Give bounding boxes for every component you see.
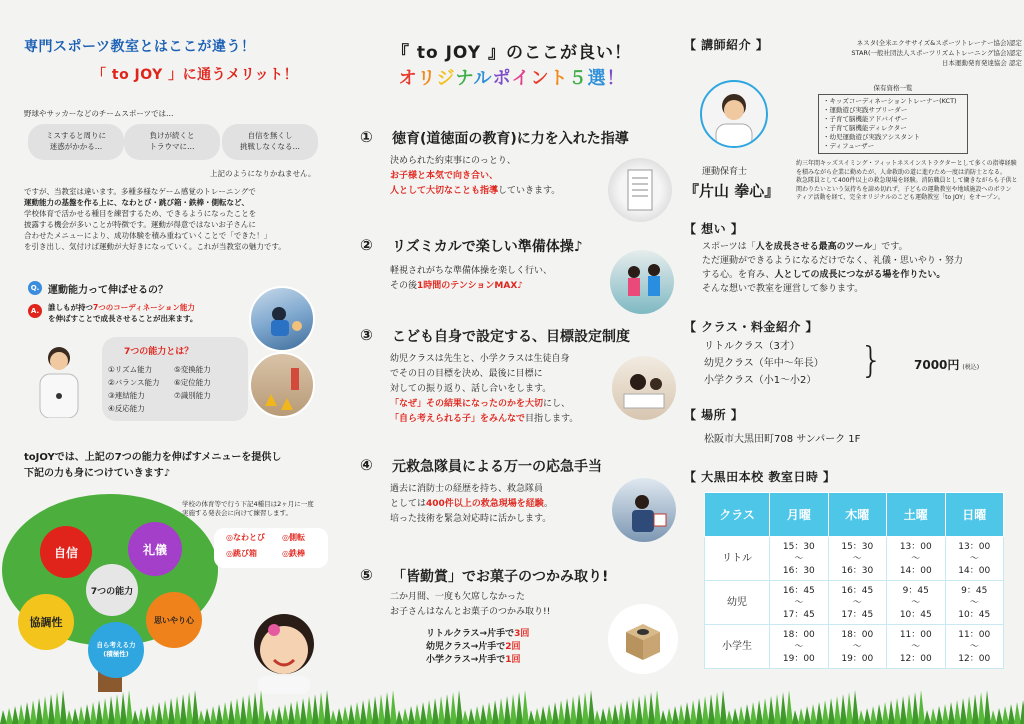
heading-char: ン (530, 68, 550, 89)
place-address: 松阪市大黒田町708 サンパーク 1F (704, 434, 861, 445)
class-brace: } (860, 340, 883, 381)
instructor-role: 運動保育士 (702, 167, 748, 177)
smiling-girl-icon (244, 604, 330, 694)
question-marker: Q. (28, 281, 42, 295)
kids-exercise-photo (249, 286, 315, 352)
events-note: 学校の体育等で行う下記4種目は2ヶ月に一度 実施する発表会に向けて練習します。 (182, 500, 314, 517)
point-2-body: 軽視されがちな準備体操を楽しく行い、 その後1時間のテンションMAX♪ (390, 266, 553, 291)
para-line: ですが、当教室は違います。多種多様なゲーム感覚のトレーニングで (24, 187, 256, 196)
row-label: 小学生 (705, 625, 770, 669)
instructor-portrait-icon (702, 82, 766, 146)
event-cartwheel: ◎側転 (282, 533, 305, 542)
goal-setting-photo (612, 356, 676, 420)
document-icon (608, 158, 672, 222)
tree-item-cooperation: 協調性 (18, 594, 74, 650)
row-label: リトル (705, 537, 770, 581)
row-label: 幼児 (705, 581, 770, 625)
class-little: リトルクラス（3才） (704, 341, 800, 352)
box-icon (608, 604, 678, 674)
heading-char: ！ (606, 68, 626, 89)
class-list (704, 338, 824, 389)
ability-5: ⑤変換能力 (174, 365, 211, 374)
point-4-body: 過去に消防士の経歴を持ち、救急隊員 としては400件以上の救急現場を経験。 培った技術を緊急対応時に活かします。 (390, 484, 553, 524)
intro-paragraph (24, 186, 334, 252)
certifications: ネスタ(全米エクササイズ&スポーツトレーナー協会)認定 STAR(一般社団法人スポーツリズムトレーニング協会)認定 日本運動発育発達協会 認定 (851, 39, 1022, 67)
instructor-heading: 【 講師紹介 】 (684, 38, 769, 52)
time-cell: 9：45 ～ 10：45 (887, 581, 945, 625)
answer-marker: A. (28, 304, 42, 318)
instructor-icon (28, 340, 90, 418)
middle-heading: 『 to JOY 』のここが良い！ (391, 43, 633, 63)
heading-char: ジ (436, 68, 456, 89)
event-vault: ◎跳び箱 (226, 549, 257, 558)
event-bar: ◎鉄棒 (282, 549, 305, 558)
price: 7000円 (税込) (914, 358, 980, 372)
para-line: 合わせたメニューにより、成功体験を積み重ねていくことで「できた！」 (24, 231, 272, 240)
schedule-table (704, 492, 1004, 669)
table-row (705, 625, 1004, 669)
point-5-body: 二か月間、一度も欠席しなかった お子さんはなんとお菓子のつかみ取り!! (390, 592, 551, 617)
para-line: を引き出し、気付けば運動が大好きになっていく。これが当教室の魅力です。 (24, 242, 286, 251)
bubble-caption: 上記のようになりかねません。 (210, 169, 316, 178)
ability-6: ⑥定位能力 (174, 378, 211, 387)
point-4-number: ④ (360, 456, 373, 474)
point-1-title: 徳育(道徳面の教育)に力を入れた指導 (392, 131, 629, 147)
point-4-title: 元救急隊員による万一の応急手当 (392, 459, 602, 475)
schedule-header: クラス (705, 493, 770, 537)
thoughts-heading: 【 想い 】 (684, 222, 744, 236)
heading-char: 選 (587, 68, 607, 89)
time-cell: 11：00 ～ 12：00 (945, 625, 1004, 669)
point-3-body: 幼児クラスは先生と、小学クラスは生徒自身 でその日の目標を決め、最後に目標に 対しての振り返り、話し合いをします。 「なぜ」その結果になったのかを大切にし、 「自ら考えられる子」をみんなで目指します。 (390, 354, 579, 424)
question-text: 運動能力って伸ばせるの？ (48, 285, 168, 296)
left-heading: 専門スポーツ教室とはここが違う！ (24, 39, 256, 55)
kids-warmup-icon (610, 250, 674, 314)
instructor-photo (700, 80, 768, 148)
ability-4: ④反応能力 (108, 404, 145, 413)
worry-bubble-1: ミスすると周りに 迷惑がかかる… (28, 124, 124, 160)
time-cell: 16：45 ～ 17：45 (828, 581, 886, 625)
para-line: 披露する機会が多いことが特徴です。運動が得意ではないお子さんに (24, 220, 256, 229)
kids-exercise-icon (251, 288, 315, 352)
instructor-name: 『片山 拳心』 (684, 182, 780, 200)
time-cell: 15：30 ～ 16：30 (770, 537, 828, 581)
schedule-header: 木曜 (828, 493, 886, 537)
para-line: 運動能力の基盤を作る上に、なわとび・跳び箱・鉄棒・側転など、 (24, 198, 249, 207)
grab-rule-preschool: 幼児クラス→片手で2回 (426, 642, 521, 652)
grab-rule-elementary: 小学クラス→片手で1回 (426, 655, 521, 665)
tree-item-compassion: 思いやり心 (146, 592, 202, 648)
point-1-number: ① (360, 128, 373, 146)
cones-icon (251, 354, 315, 418)
point-2-title: リズミカルで楽しい準備体操♪ (392, 239, 583, 255)
heading-char: オ (398, 68, 418, 89)
right-column (682, 0, 1024, 724)
point-2-number: ② (360, 236, 373, 254)
closing-line-2: 下記の力も身につけていきます♪ (24, 468, 171, 479)
time-cell: 16：45 ～ 17：45 (770, 581, 828, 625)
point-3-title: こども自身で設定する、目標設定制度 (392, 329, 630, 345)
girl-photo (244, 604, 330, 694)
middle-column (342, 0, 682, 724)
point-5-title: 「皆勤賞」でお菓子のつかみ取り! (392, 569, 609, 585)
time-cell: 13：00 ～ 14：00 (887, 537, 945, 581)
heading-char: ル (473, 68, 493, 89)
closing-line-1: toJOYでは、上記の7つの能力を伸ばすメニューを提供し (24, 452, 282, 463)
time-cell: 15：30 ～ 16：30 (828, 537, 886, 581)
intro-text: 野球やサッカーなどのチームスポーツでは… (24, 109, 174, 118)
place-heading: 【 場所 】 (684, 408, 744, 422)
class-elementary: 小学クラス（小1～小2） (704, 375, 817, 386)
schedule-header-row (705, 493, 1004, 537)
grass-illustration (0, 684, 1024, 724)
grab-rule-little: リトルクラス→片手で3回 (426, 629, 530, 639)
heading-char: リ (417, 68, 437, 89)
point-5-number: ⑤ (360, 566, 373, 584)
tree-item-manners: 礼儀 (128, 522, 182, 576)
point-1-body: 決められた約束事にのっとり、 お子様と本気で向き合い、 人として大切なことも指導していきます。 (390, 156, 561, 196)
grass-footer (0, 684, 1024, 724)
left-subheading: 「 to JOY 」に通うメリット！ (92, 67, 299, 83)
left-column (0, 0, 342, 724)
first-aid-photo (612, 478, 676, 542)
kids-writing-icon (612, 356, 676, 420)
schedule-header: 土曜 (887, 493, 945, 537)
time-cell: 9：45 ～ 10：45 (945, 581, 1004, 625)
worry-bubble-2: 負けが続くと トラウマに… (124, 124, 220, 160)
time-cell: 18：00 ～ 19：00 (828, 625, 886, 669)
abilities-title: 7つの能力とは？ (124, 347, 194, 357)
heading-char: イ (511, 68, 531, 89)
table-row (705, 581, 1004, 625)
schedule-heading: 【 大黒田本校 教室日時 】 (684, 470, 836, 484)
instructor-bio: 約三年間キッズスイミング・フィットネスインストラクターとして多くの指導経験 を積みながら企業に勤めたが、人命救助の道に進むため一度は消防士となる。 救急隊員として400件以上の救急現場を経験。消防職員として働きながらも子供と 関わりたいという気持ちを諦め切れず、子どもの運動教室や地域施設へのボラン ティア活動を経て、完全オリジナルのこども運動教室「to JOY」をオープン。 (796, 160, 1018, 201)
event-jumprope: ◎なわとび (226, 533, 265, 542)
class-heading: 【 クラス・料金紹介 】 (684, 320, 818, 334)
point-3-number: ③ (360, 326, 373, 344)
answer-text: 誰しもが持つ7つのコーディネーション能力 を伸ばすことで成長させることが出来ます。 (48, 303, 198, 323)
kids-cones-photo (249, 352, 315, 418)
grab-rules (426, 628, 529, 667)
qualifications: 保有資格一覧 ・キッズコーディネーショントレーナー(KCT) ・運動遊び実践サブリーダー ・子育て脳機能アドバイザー ・子育て脳機能ディレクター ・幼児運動遊び実践アシスタント ・ディフューザー (818, 84, 968, 154)
ability-7: ⑦識別能力 (174, 391, 211, 400)
original-points-heading (342, 64, 682, 90)
ability-3: ③連結能力 (108, 391, 145, 400)
tree-center: 7つの能力 (86, 564, 138, 616)
instructor-photo-left (28, 340, 90, 418)
thoughts-text: スポーツは「人を成長させる最高のツール」です。 ただ運動ができるようになるだけでなく、礼儀・思いやり・努力 する心。を育み、人としての成長につながる場を作りたい。 そんな想いで教室を運営して参ります。 (702, 242, 963, 294)
candy-box-photo (608, 604, 678, 674)
heading-char: ポ (492, 68, 512, 89)
tree-item-thinking: 自ら考える力 (積極性) (88, 622, 144, 678)
heading-char: ５ (568, 68, 588, 89)
ability-1: ①リズム能力 (108, 365, 153, 374)
heading-char: ナ (455, 68, 474, 89)
time-cell: 13：00 ～ 14：00 (945, 537, 1004, 581)
class-preschool: 幼児クラス（年中～年長） (704, 358, 824, 369)
para-line: 学校体育で活かせる種目を練習するため、できるようになったことを (24, 209, 257, 218)
tree-item-confidence: 自信 (40, 526, 92, 578)
heading-char: ト (549, 68, 569, 89)
time-cell: 18：00 ～ 19：00 (770, 625, 828, 669)
first-aid-icon (612, 478, 676, 542)
schedule-header: 日曜 (945, 493, 1004, 537)
rules-paper-photo (608, 158, 672, 222)
warmup-photo (610, 250, 674, 314)
time-cell: 11：00 ～ 12：00 (887, 625, 945, 669)
table-row (705, 537, 1004, 581)
schedule-header: 月曜 (770, 493, 828, 537)
worry-bubble-3: 自信を無くし 挑戦しなくなる… (222, 124, 318, 160)
ability-2: ②バランス能力 (108, 378, 160, 387)
